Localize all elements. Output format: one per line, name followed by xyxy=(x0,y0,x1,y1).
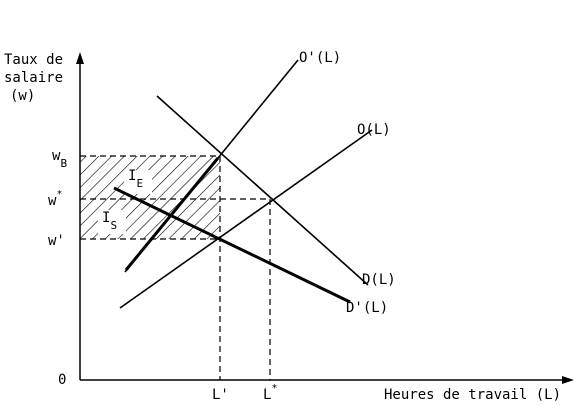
y-axis-label-line2: salaire xyxy=(4,70,64,86)
tick-label-wprime: w' xyxy=(48,233,65,249)
tick-label-lprime: L' xyxy=(212,387,229,403)
y-axis-label-line3: (w) xyxy=(10,88,36,104)
region-label-is: $I_S$ xyxy=(102,210,118,232)
curve-label-o-prime: O'(L) xyxy=(299,50,342,66)
x-axis-arrow xyxy=(562,376,574,384)
origin-label: 0 xyxy=(58,372,67,388)
region-label-ie: $I_E$ xyxy=(128,168,144,190)
y-axis-arrow xyxy=(76,52,84,64)
curve-label-d-prime: D'(L) xyxy=(346,300,389,316)
curve-d-prime xyxy=(114,188,350,302)
tick-label-wstar: w* xyxy=(48,189,63,209)
curve-label-d: D(L) xyxy=(362,272,396,288)
tick-label-wb: $w_B$ xyxy=(52,148,68,170)
curve-label-o: O(L) xyxy=(357,122,391,138)
x-axis-label: Heures de travail (L) xyxy=(384,387,562,403)
y-axis-label-line1: Taux de xyxy=(4,52,64,68)
tick-label-lstar: L* xyxy=(263,383,278,403)
